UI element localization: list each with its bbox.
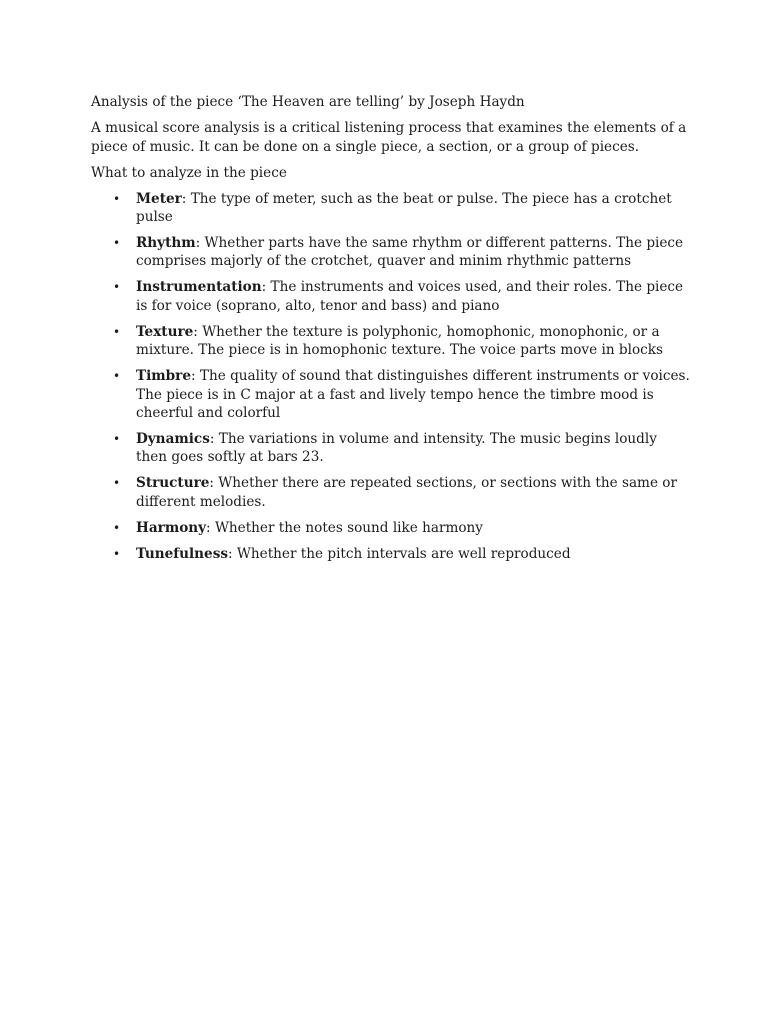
item-term: Texture xyxy=(136,323,194,340)
list-item-texture xyxy=(91,323,691,360)
list-item-rhythm xyxy=(91,234,691,271)
item-term: Dynamics xyxy=(136,431,210,448)
list-item-dynamics xyxy=(91,430,691,467)
bullet-icon: • xyxy=(113,520,121,535)
item-term: Rhythm xyxy=(136,235,196,252)
bullet-icon: • xyxy=(113,546,121,561)
list-item-tunefulness xyxy=(91,545,691,563)
item-term: Timbre xyxy=(136,368,191,385)
item-term: Structure xyxy=(136,475,210,492)
list-item-structure xyxy=(91,474,691,511)
bullet-icon: • xyxy=(113,476,121,491)
document-body xyxy=(91,93,691,571)
item-text: : The instruments and voices used, and their roles. The piece is for voice (soprano, alto, tenor and bass) and piano xyxy=(136,279,684,314)
item-term: Meter xyxy=(136,190,182,207)
bullet-icon: • xyxy=(113,280,121,295)
list-item-meter xyxy=(91,190,691,227)
bullet-icon: • xyxy=(113,191,121,206)
bullet-icon: • xyxy=(113,432,121,447)
item-text: : The type of meter, such as the beat or pulse. The piece has a crotchet pulse xyxy=(136,190,672,226)
item-text: : Whether the texture is polyphonic, homophonic, monophonic, or a mixture. The piece is in homophonic texture. The voice parts move in blocks xyxy=(136,323,663,359)
item-text: : The quality of sound that distinguishes different instruments or voices. The piece is in C major at a fast and lively tempo hence the timbre mood is cheerful and colorful xyxy=(136,368,690,422)
item-text: : Whether there are repeated sections, or sections with the same or different melodies. xyxy=(136,475,677,510)
analysis-list xyxy=(91,190,691,564)
intro-paragraph: A musical score analysis is a critical listening process that examines the elements of a piece of music. It can be done on a single piece, a section, or a group of pieces. xyxy=(91,120,687,155)
list-item-harmony xyxy=(91,519,691,537)
item-text: : Whether the notes sound like harmony xyxy=(206,519,483,536)
item-term: Tunefulness xyxy=(136,545,229,562)
list-heading: What to analyze in the piece xyxy=(91,165,287,182)
item-text: : Whether the pitch intervals are well reproduced xyxy=(228,545,571,562)
bullet-icon: • xyxy=(113,236,121,251)
bullet-icon: • xyxy=(113,324,121,339)
item-text: : Whether parts have the same rhythm or different patterns. The piece comprises majorly of the crotchet, quaver and minim rhythmic patterns xyxy=(136,235,684,270)
list-item-timbre xyxy=(91,367,691,422)
item-term: Instrumentation xyxy=(136,279,262,296)
item-term: Harmony xyxy=(136,519,207,536)
bullet-icon: • xyxy=(113,369,121,384)
item-text: : The variations in volume and intensity. The music begins loudly then goes softly at bars 23. xyxy=(136,431,657,466)
list-item-instrumentation xyxy=(91,278,691,315)
document-title: Analysis of the piece ‘The Heaven are telling’ by Joseph Haydn xyxy=(91,94,525,110)
